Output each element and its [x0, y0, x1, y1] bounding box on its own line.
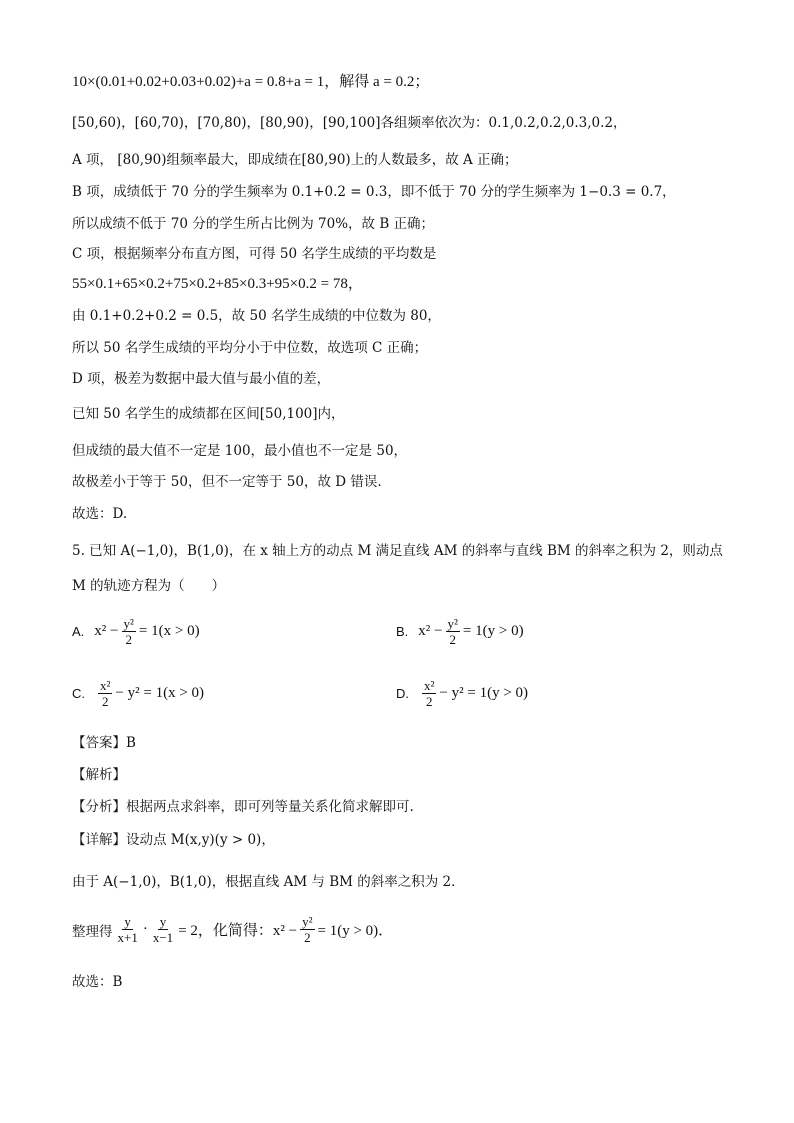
frac-den: x+1 [117, 930, 138, 945]
detail-line: 【详解】设动点 M(x,y)(y > 0)， [72, 832, 275, 848]
derivation-suffix: = 1(y > 0)． [317, 923, 394, 939]
option-c [72, 678, 204, 709]
option-post: − y² = 1(x > 0) [115, 685, 205, 701]
text-line: 所以成绩不低于 70 分的学生所占比例为 70%，故 B 正确； [72, 216, 435, 232]
frac-den: 2 [304, 930, 311, 945]
text-line: 由 0.1+0.2+0.2 = 0.5，故 50 名学生成绩的中位数为 80， [72, 308, 441, 324]
frac-den: x−1 [152, 930, 174, 945]
text-line: B 项，成绩低于 70 分的学生频率为 0.1+0.2 = 0.3，即不低于 70 分的学生频率为 1−0.3 = 0.7， [72, 184, 676, 200]
answer-line: 【答案】B [72, 735, 136, 751]
option-pre: x² − [94, 623, 119, 639]
frac-den: 2 [101, 694, 109, 709]
text-line: 故极差小于等于 50，但不一定等于 50，故 D 错误. [72, 474, 382, 490]
option-pre: x² − [418, 623, 443, 639]
analysis-heading: 【解析】 [72, 767, 126, 783]
option-label: B. [396, 624, 409, 639]
derivation-line [72, 914, 393, 945]
frac-num: y² [123, 616, 134, 631]
frac-num: y [124, 914, 131, 929]
analysis-summary: 【分析】根据两点求斜率，即可列等量关系化简求解即可. [72, 799, 414, 815]
frac-den: 2 [125, 632, 132, 647]
option-label: C. [72, 686, 85, 701]
frac-num: x² [424, 678, 435, 693]
option-label: A. [72, 624, 85, 639]
derivation-mid: = 2，化简得：x² − [178, 923, 298, 939]
question-stem: M 的轨迹方程为（ ） [72, 578, 226, 594]
derivation-prefix: 整理得 [72, 923, 113, 940]
option-a [72, 616, 200, 647]
frac-den: 2 [449, 632, 456, 647]
question-stem: 5. 已知 A(−1,0)，B(1,0)，在 x 轴上方的动点 M 满足直线 AM 的斜率与直线 BM 的斜率之积为 2，则动点 [72, 543, 723, 559]
text-line: C 项，根据频率分布直方图，可得 50 名学生成绩的平均数是 [72, 246, 437, 262]
text-line: 所以 50 名学生成绩的平均分小于中位数，故选项 C 正确； [72, 340, 428, 356]
frac-num: y [159, 914, 167, 929]
frac-den: 2 [425, 694, 433, 709]
text-line: D 项，极差为数据中最大值与最小值的差， [72, 371, 331, 387]
text-line: 故选：D. [72, 506, 128, 522]
frac-num: y² [447, 616, 458, 631]
text-line: A 项， [80,90)组频率最大，即成绩在[80,90)上的人数最多，故 A 正确； [72, 152, 518, 168]
text-line: 由于 A(−1,0)，B(1,0)，根据直线 AM 与 BM 的斜率之积为 2． [72, 874, 465, 890]
dot-operator: · [142, 921, 148, 937]
text-line: 但成绩的最大值不一定是 100，最小值也不一定是 50， [72, 443, 408, 459]
text-line: 10×(0.01+0.02+0.03+0.02)+a = 0.8+a = 1，解得 a = 0.2； [72, 74, 430, 90]
option-post: = 1(y > 0) [462, 623, 524, 639]
frac-num: x² [100, 678, 111, 693]
option-d [396, 678, 528, 709]
final-answer: 故选：B [72, 974, 123, 990]
text-line: 55×0.1+65×0.2+75×0.2+85×0.3+95×0.2 = 78， [72, 276, 363, 292]
text-line: 已知 50 名学生的成绩都在区间[50,100]内， [72, 406, 345, 422]
frac-num: y² [302, 914, 313, 929]
option-post: = 1(x > 0) [138, 623, 200, 639]
option-label: D. [396, 686, 409, 701]
option-b [396, 616, 524, 647]
text-line: [50,60)，[60,70)，[70,80)，[80,90)，[90,100]各组频率依次为：0.1,0.2,0.2,0.3,0.2， [72, 115, 627, 131]
option-post: − y² = 1(y > 0) [439, 685, 529, 701]
